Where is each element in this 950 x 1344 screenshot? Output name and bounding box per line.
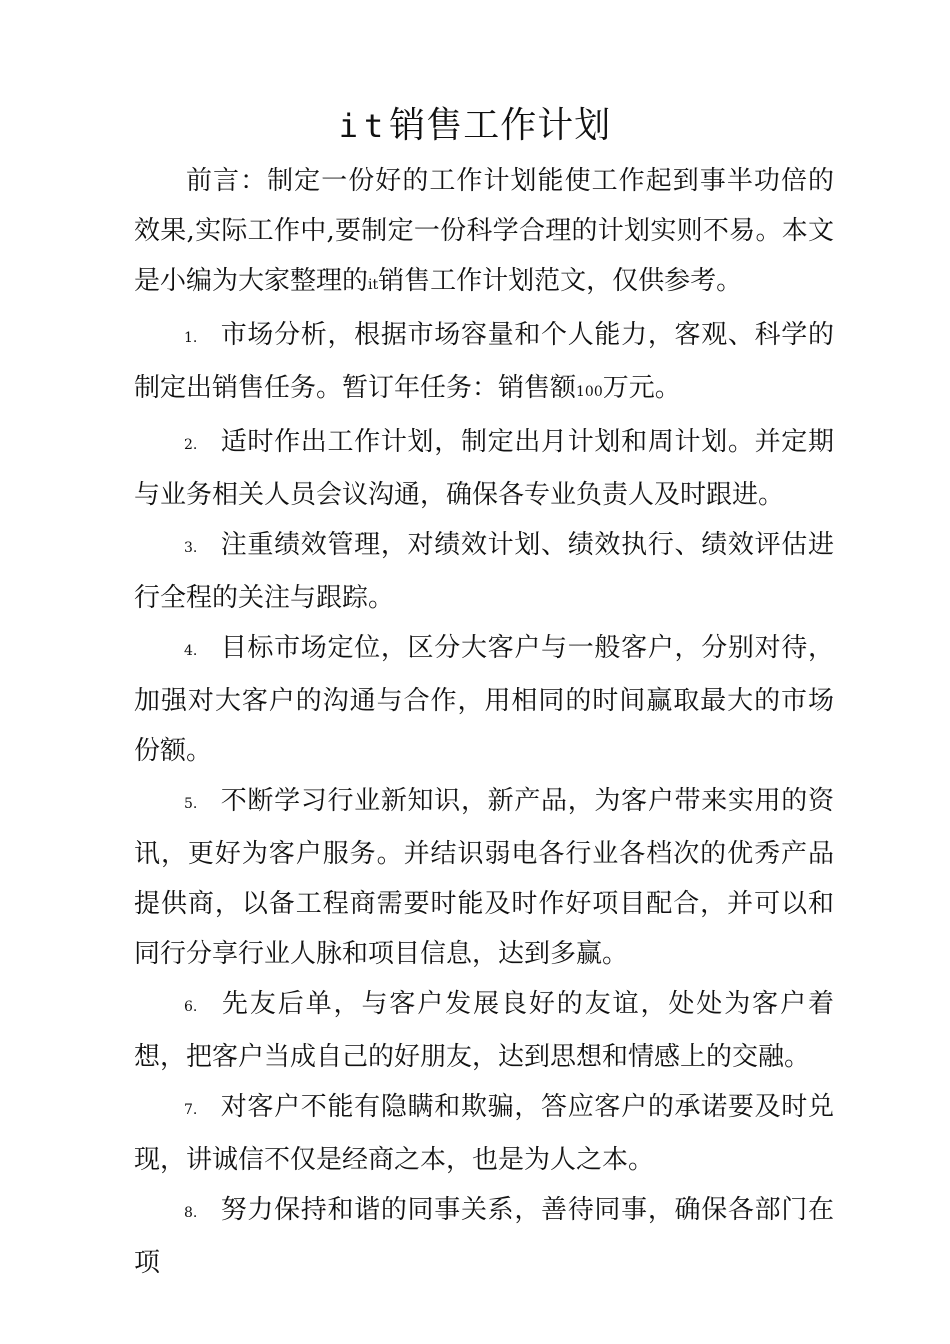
list-item [134,417,834,520]
item-text: 注重绩效管理，对绩效计划、绩效执行、绩效评估进行全程的关注与跟踪。 [134,530,834,613]
item-text: 努力保持和谐的同事关系，善待同事，确保各部门在项 [134,1195,834,1278]
intro-small-text: it [368,277,379,293]
list-item [134,1185,834,1288]
item-number: 1. [184,330,198,346]
document-body [134,156,834,1288]
item-text: 不断学习行业新知识，新产品，为客户带来实用的资讯，更好为客户服务。并结识弱电各行业各档次的优秀产品提供商，以备工程商需要时能及时作好项目配合，并可以和同行分享行业人脉和项目信息，达到多赢。 [134,786,834,969]
item-small-number: 100 [576,384,603,400]
item-text: 先友后单，与客户发展良好的友谊，处处为客户着想，把客户当成自己的好朋友，达到思想和情感上的交融。 [134,989,834,1072]
item-text: 市场分析，根据市场容量和个人能力，客观、科学的制定出销售任务。暂订年任务：销售额 [134,320,834,403]
item-number: 5. [184,796,198,812]
intro-text-2: 销售工作计划范文，仅供参考。 [378,266,743,296]
item-number: 6. [184,999,198,1015]
item-text: 万元。 [602,373,681,403]
list-item [134,776,834,979]
item-number: 8. [184,1205,198,1221]
list-item [134,1082,834,1185]
title-chinese: 销售工作计划 [389,105,612,146]
list-item [134,623,834,776]
intro-paragraph [134,156,834,310]
item-number: 3. [184,540,198,556]
item-text: 对客户不能有隐瞒和欺骗，答应客户的承诺要及时兑现，讲诚信不仅是经商之本，也是为人之本。 [134,1092,834,1175]
item-text: 适时作出工作计划，制定出月计划和周计划。并定期与业务相关人员会议沟通，确保各专业负责人及时跟进。 [134,427,834,510]
item-text: 目标市场定位，区分大客户与一般客户，分别对待，加强对大客户的沟通与合作，用相同的时间赢取最大的市场份额。 [134,633,834,766]
list-item [134,979,834,1082]
title-latin: it [338,107,390,145]
list-item [134,310,834,417]
item-number: 4. [184,643,198,659]
item-number: 2. [184,437,198,453]
document-title [0,98,950,154]
list-item [134,520,834,623]
item-number: 7. [184,1102,198,1118]
intro-text-1: 前言：制定一份好的工作计划能使工作起到事半功倍的效果,实际工作中,要制定一份科学合理的计划实则不易。本文是小编为大家整理的 [134,166,834,296]
